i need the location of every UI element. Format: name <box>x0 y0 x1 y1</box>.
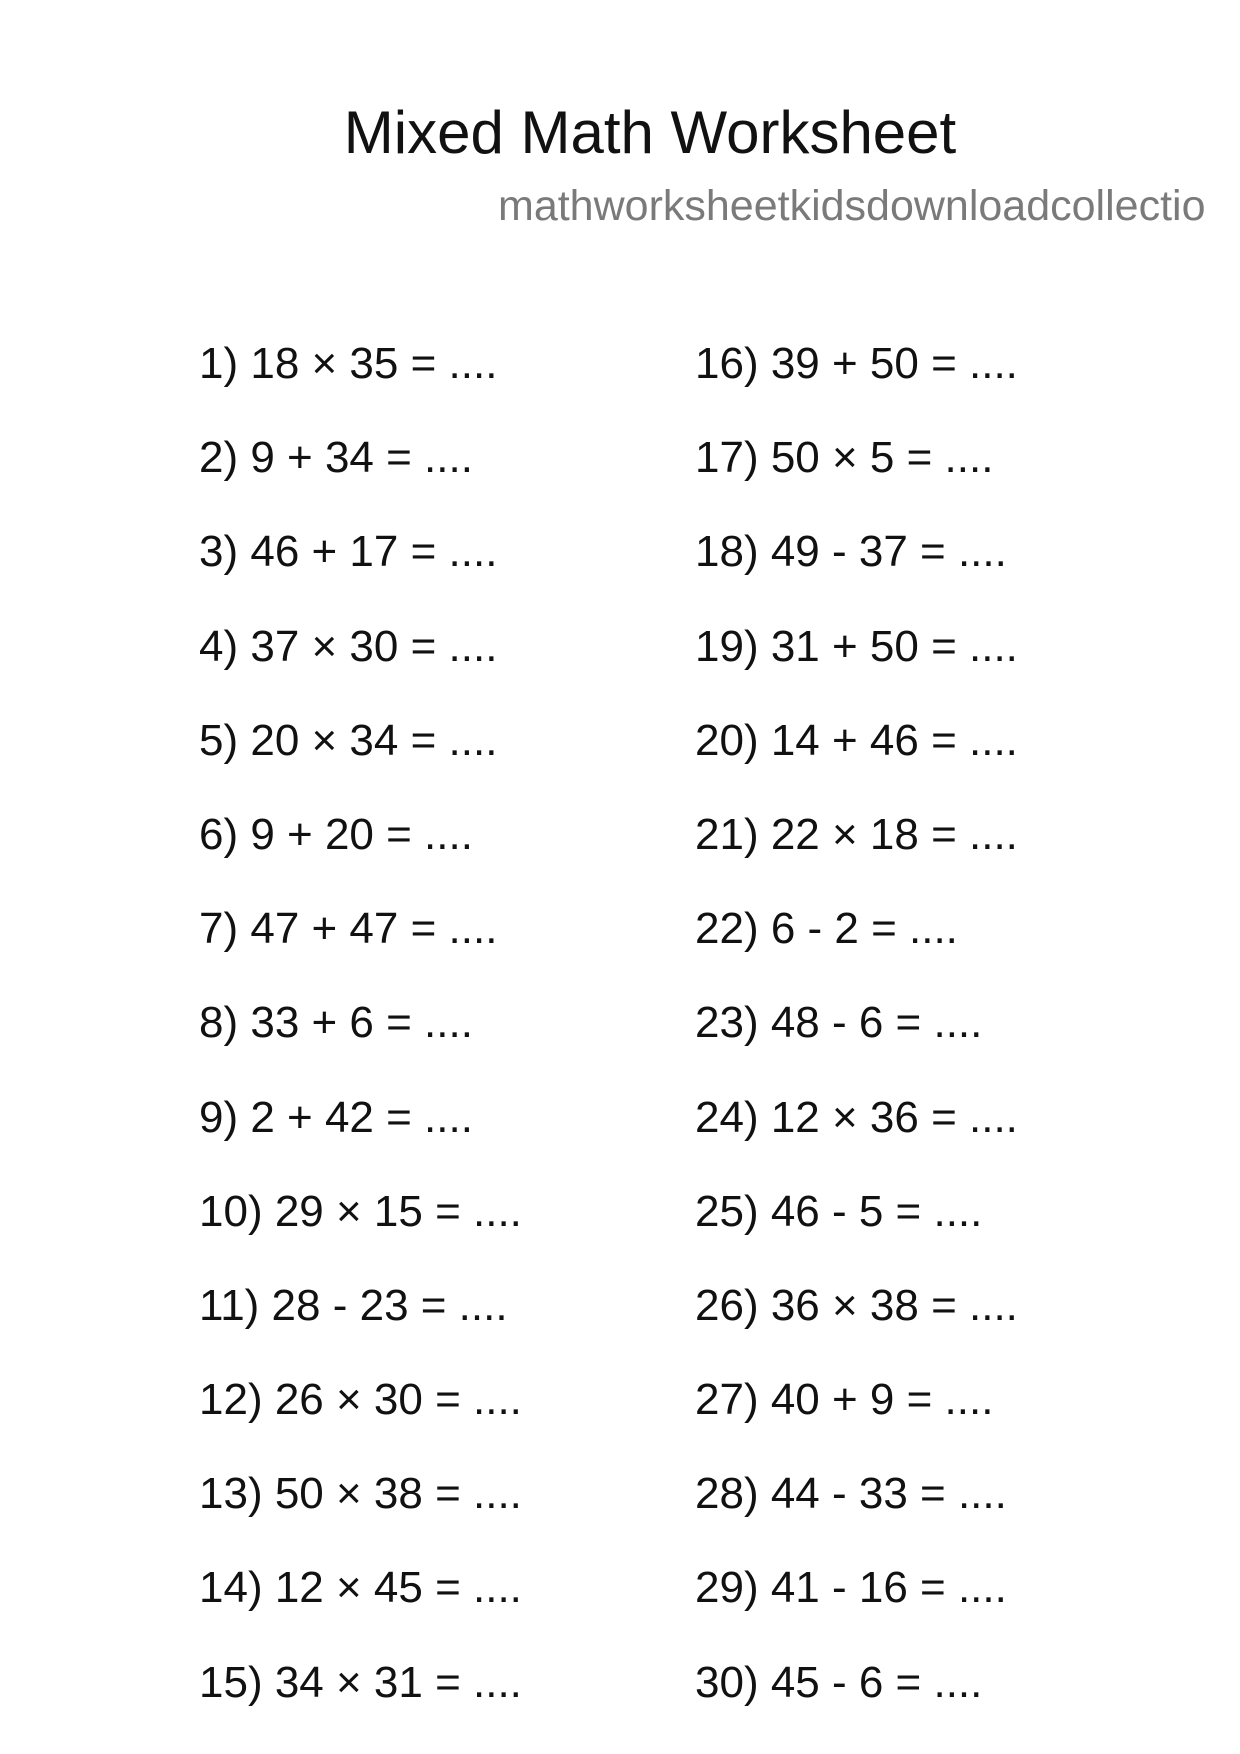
problem-30: 30) 45 - 6 = .... <box>695 1657 983 1707</box>
problem-23: 23) 48 - 6 = .... <box>695 998 983 1048</box>
problem-2: 2) 9 + 34 = .... <box>199 433 473 483</box>
problem-17: 17) 50 × 5 = .... <box>695 433 994 483</box>
problem-28: 28) 44 - 33 = .... <box>695 1469 1007 1519</box>
problem-21: 21) 22 × 18 = .... <box>695 809 1018 859</box>
page-title: Mixed Math Worksheet <box>343 99 957 166</box>
problem-5: 5) 20 × 34 = .... <box>199 715 498 765</box>
problem-25: 25) 46 - 5 = .... <box>695 1186 983 1236</box>
problem-10: 10) 29 × 15 = .... <box>199 1186 522 1236</box>
problem-8: 8) 33 + 6 = .... <box>199 998 473 1048</box>
problem-column-right <box>695 338 1195 1751</box>
problem-20: 20) 14 + 46 = .... <box>695 715 1018 765</box>
problem-19: 19) 31 + 50 = .... <box>695 621 1018 671</box>
problem-29: 29) 41 - 16 = .... <box>695 1563 1007 1613</box>
problem-7: 7) 47 + 47 = .... <box>199 904 498 954</box>
problem-15: 15) 34 × 31 = .... <box>199 1657 522 1707</box>
problem-14: 14) 12 × 45 = .... <box>199 1563 522 1613</box>
problem-26: 26) 36 × 38 = .... <box>695 1280 1018 1330</box>
problem-11: 11) 28 - 23 = .... <box>199 1280 508 1330</box>
problem-12: 12) 26 × 30 = .... <box>199 1375 522 1425</box>
problem-16: 16) 39 + 50 = .... <box>695 339 1018 388</box>
problem-6: 6) 9 + 20 = .... <box>199 809 473 859</box>
problem-13: 13) 50 × 38 = .... <box>199 1469 522 1519</box>
problem-27: 27) 40 + 9 = .... <box>695 1375 994 1425</box>
watermark-text: mathworksheetkidsdownloadcollectio <box>498 182 1206 230</box>
problem-1: 1) 18 × 35 = .... <box>199 339 498 388</box>
problem-24: 24) 12 × 36 = .... <box>695 1092 1018 1142</box>
problem-18: 18) 49 - 37 = .... <box>695 527 1007 577</box>
problem-3: 3) 46 + 17 = .... <box>199 527 498 577</box>
problem-22: 22) 6 - 2 = .... <box>695 904 958 954</box>
problem-column-left <box>199 338 699 1751</box>
problem-4: 4) 37 × 30 = .... <box>199 621 498 671</box>
problem-9: 9) 2 + 42 = .... <box>199 1092 473 1142</box>
